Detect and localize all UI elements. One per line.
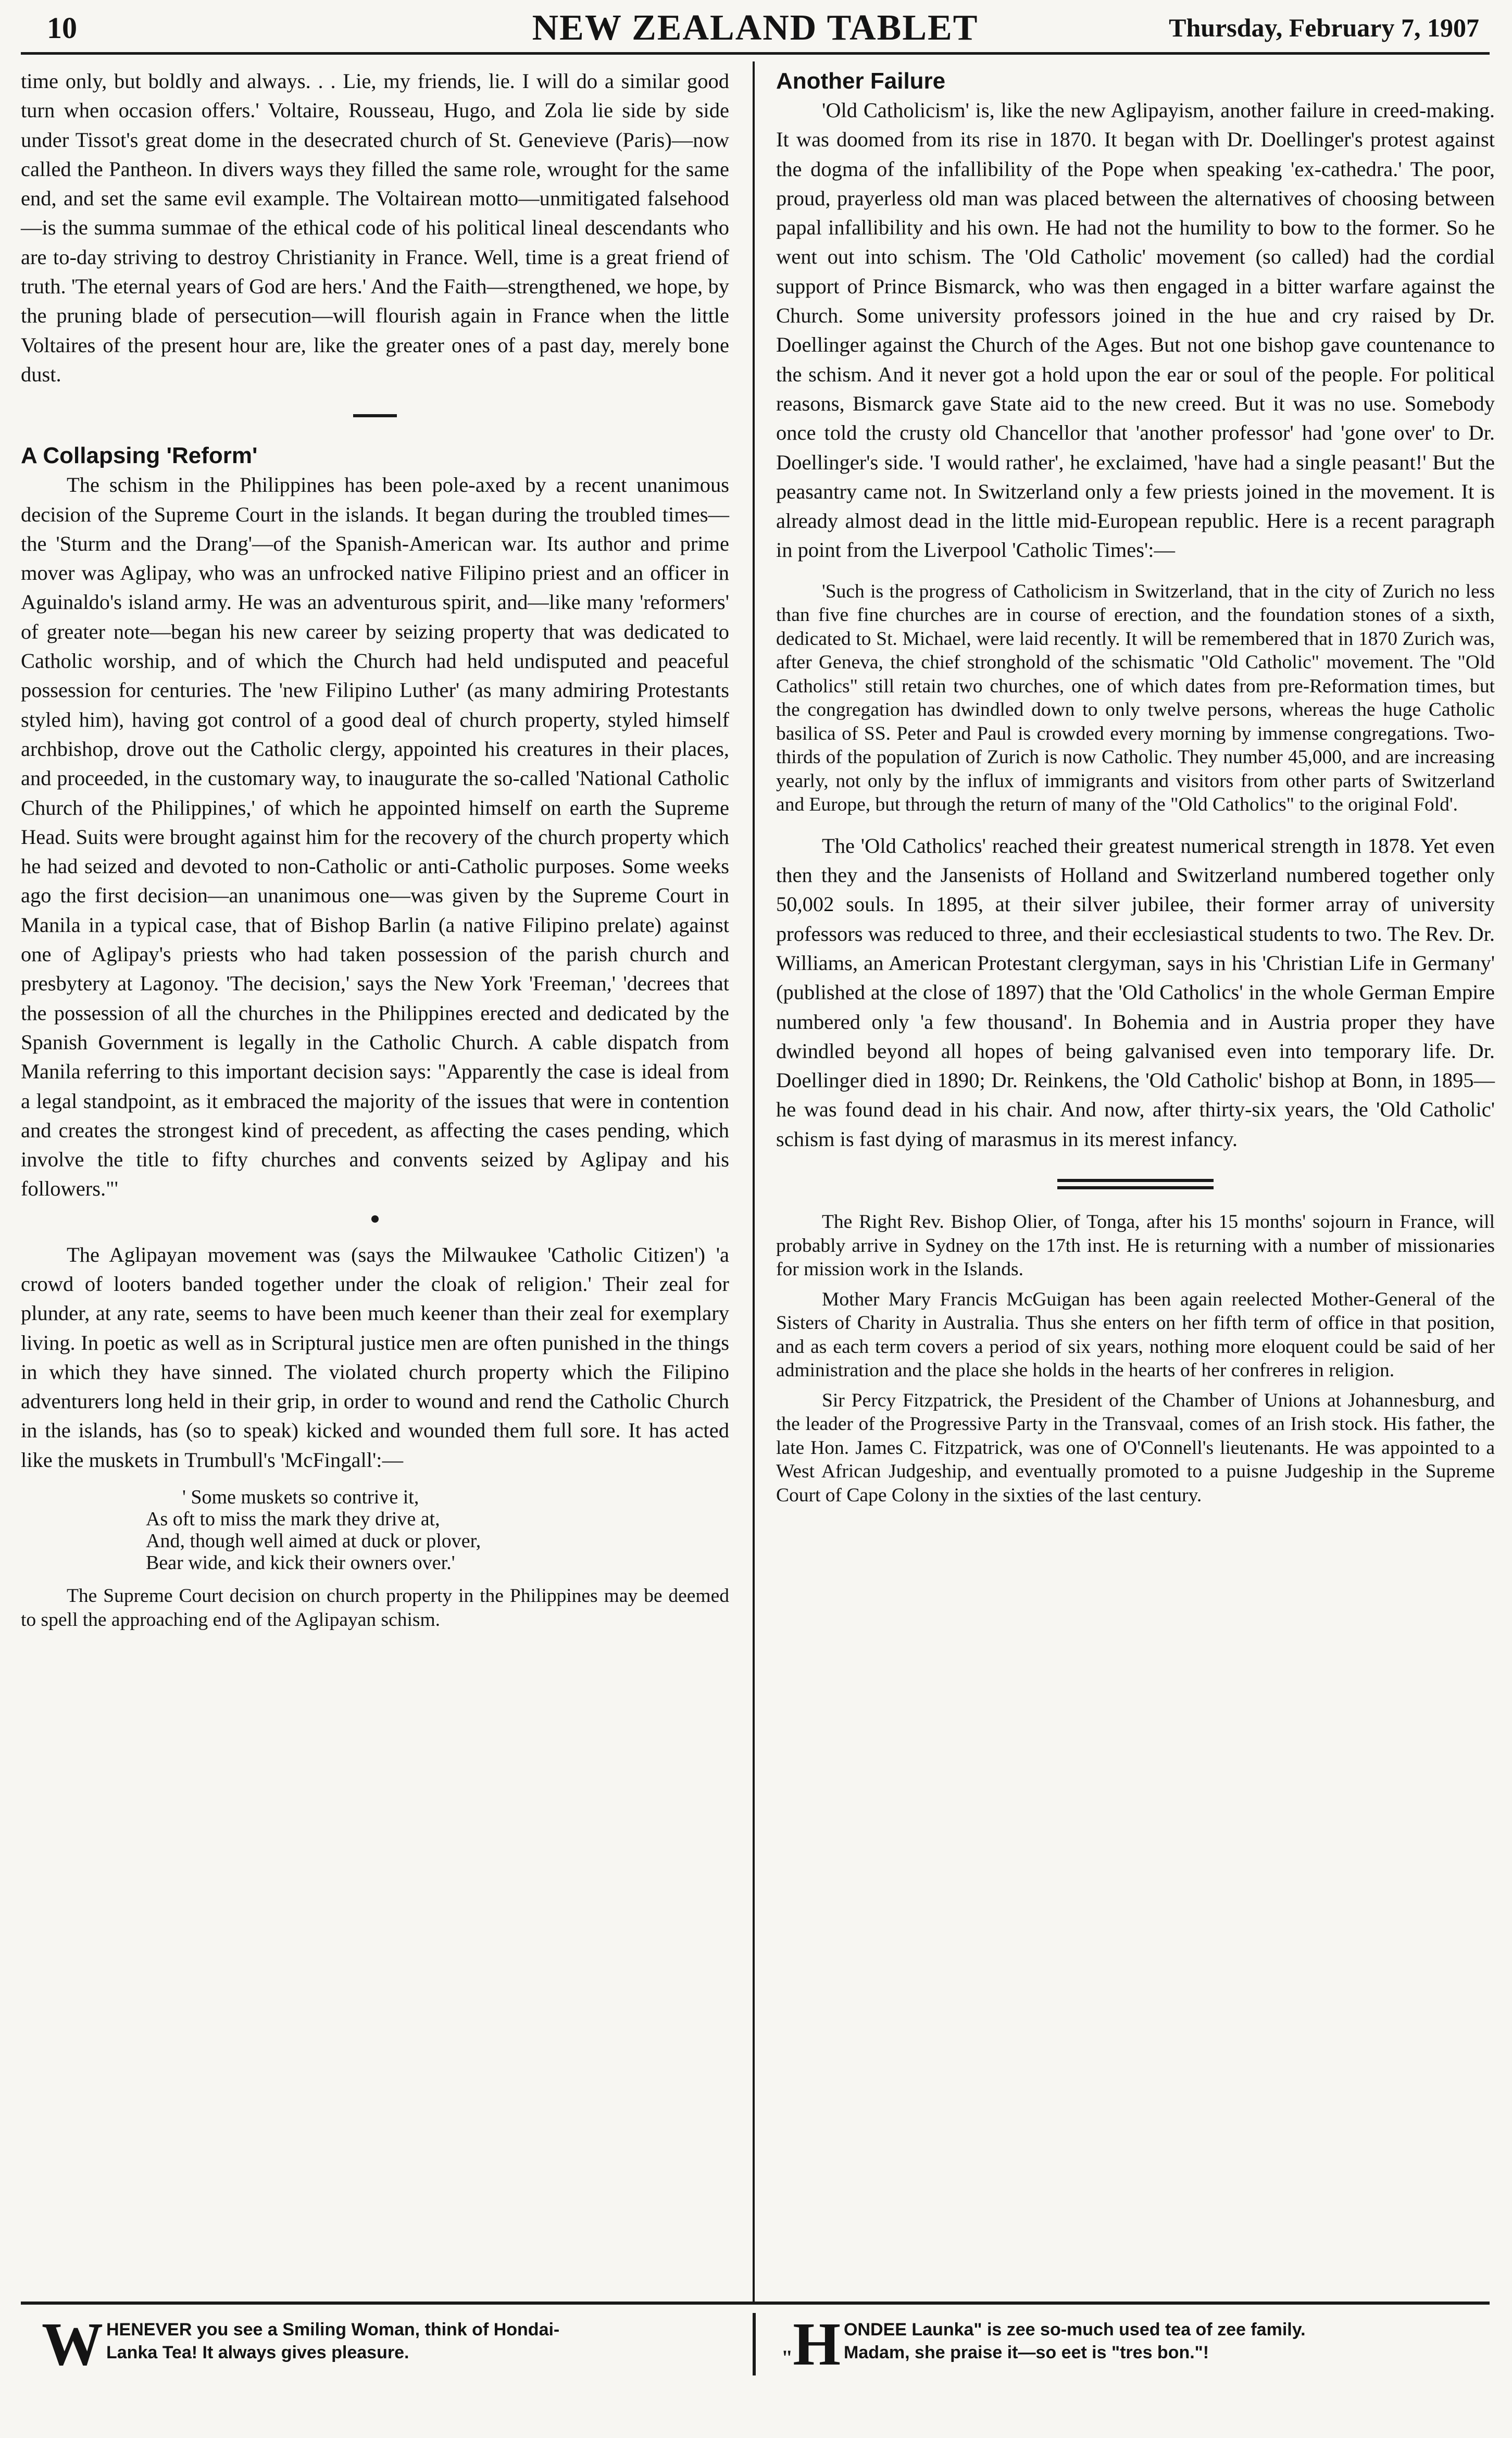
verse-line: And, though well aimed at duck or plover, [146, 1530, 481, 1552]
collapsing-reform-paragraph: The schism in the Philippines has been pole-axed by a recent unanimous decision of the Supreme Court in the islands. It began during the troubled times—the 'Sturm and the Drang'—of the Spanish-American war. Its author and prime mover was Aglipay, who was an unfrocked native Filipino priest and an officer in Aguinaldo's island army. He was an adventurous spirit, and—like many 'reformers' of greater note—began his new career by seizing property that was dedicated to Catholic worship, and of which the Church had held undisputed and peaceful possession for centuries. The 'new Filipino Luther' (as many admiring Protestants styled him), having got control of a good deal of church property, styled himself archbishop, drove out the Catholic clergy, appointed his creatures in their places, and proceeded, in the customary way, to inaugurate the so-called 'National Catholic Church of the Philippines,' of which he appointed himself on earth the Supreme Head. Suits were brought against him for the recovery of the church property which he had seized and devoted to non-Catholic or anti-Catholic purposes. Some weeks ago the first decision—an unanimous one—was given by the Supreme Court in Manila in a typical case, that of Bishop Barlin (a native Filipino prelate) against one of Aglipay's priests who had taken possession of the parish church and presbytery at Lagonoy. 'The decision,' says the New York 'Freeman,' 'decrees that the possession of all the churches in the Philippines erected and dedicated by the Spanish Government is legally in the Catholic Church. A cable dispatch from Manila referring to this important decision says: "Apparently the case is ideal from a legal standpoint, as it embraced the majority of the issues that were in contention and creates the strongest kind of precedent, as affecting the cases pending, which involve the title to fifty churches and convents seized by Aglipay and his followers."' [21, 473, 729, 1201]
paper-title: NEW ZEALAND TABLET [532, 8, 979, 48]
ad-line: Lanka Tea! It always gives pleasure. [106, 2343, 409, 2362]
hondee-launka-ad-right [781, 2310, 1495, 2384]
left-column [21, 67, 729, 1632]
ad-dropcap: W [42, 2310, 103, 2378]
masthead-rule [21, 52, 1490, 55]
ad-dropcap [781, 2310, 841, 2384]
double-rule [1057, 1179, 1214, 1189]
ad-line: ONDEE Launka" is zee so-much used tea of zee family. [844, 2320, 1306, 2340]
ad-dropcap-letter: H [793, 2310, 841, 2378]
aglipayan-paragraph: The Aglipayan movement was (says the Milwaukee 'Catholic Citizen') 'a crowd of looters banded together under the cloak of religion.' Their zeal for plunder, at any rate, seems to have been much keener than their zeal for exemplary living. In poetic as well as in Scriptural justice men are often punished in the things in which they have sinned. The violated church property which the Filipino adventurers long held in their grip, in order to wound and rend the Catholic Church in the islands, has (so to speak) kicked and wounded them full sore. It has acted like the muskets in Trumbull's 'McFingall':— [21, 1242, 729, 1472]
section-heading-collapsing-reform: A Collapsing 'Reform' [21, 443, 258, 469]
masthead [21, 4, 1490, 48]
ad-line: HENEVER you see a Smiling Woman, think of Hondai- [106, 2320, 560, 2340]
news-item-percy-fitzpatrick: Sir Percy Fitzpatrick, the President of the Chamber of Unions at Johannesburg, and the leader of the Progressive Party in the Transvaal, comes of an Irish stock. His father, the late Hon. James C. Fitzpatrick, was one of O'Connell's lieutenants. He was appointed to a West African Judgeship, and eventually promoted to a puisne Judgeship in the Supreme Court of Cape Colony in the sixties of the last century. [776, 1389, 1495, 1506]
aglipayan-closing-paragraph: The Supreme Court decision on church property in the Philippines may be deemed to spell the approaching end of the Aglipayan schism. [21, 1585, 729, 1631]
issue-date: Thursday, February 7, 1907 [1169, 13, 1479, 42]
ad-open-quote: " [781, 2346, 793, 2369]
another-failure-paragraph: 'Old Catholicism' is, like the new Aglipayism, another failure in creed-making. It was doomed from its rise in 1870. It began with Dr. Doellinger's protest against the dogma of the infallibility of the Pope when speaking 'ex-cathedra.' The poor, proud, prayerless old man was placed between the alternatives of choosing between papal infallibility and his own. He had not the humility to bow to the former. So he went out into schism. The 'Old Catholic' movement (so called) had the cordial support of Prince Bismarck, who was then engaged in a bitter warfare against the Church. Some university professors joined in the hue and cry raised by Dr. Doellinger against the Church of the Ages. But not one bishop gave countenance to the schism. And it never got a hold upon the ear or soul of the people. For political reasons, Bismarck gave State aid to the new creed. But it was no use. Somebody once told the crusty old Chancellor that 'another professor' had 'gone over' to Dr. Doellinger's side. 'I would rather', he exclaimed, 'have had a single peasant!' But the peasantry came not. In Switzerland only a few priests joined in the movement. It is already almost dead in the little mid-European republic. Here is a recent paragraph in point from the Liverpool 'Catholic Times':— [776, 98, 1495, 562]
column-divider [753, 61, 755, 2302]
right-column [776, 67, 1495, 1507]
paragraph-ornament [371, 1215, 379, 1223]
news-item-bishop-olier: The Right Rev. Bishop Olier, of Tonga, after his 15 months' sojourn in France, will probably arrive in Sydney on the 17th inst. He is returning with a number of missionaries for mission work in the Islands. [776, 1211, 1495, 1280]
verse-line: Bear wide, and kick their owners over.' [146, 1552, 455, 1574]
page-number: 10 [47, 11, 77, 45]
verse-line: As oft to miss the mark they drive at, [146, 1508, 440, 1531]
verse-quotation [146, 1486, 729, 1574]
hondai-lanka-ad-left [42, 2310, 734, 2378]
ad-line: Madam, she praise it—so eet is "tres bon."! [844, 2343, 1209, 2362]
continuation-paragraph: time only, but boldly and always. . . Lie, my friends, lie. I will do a similar good turn when occasion offers.' Voltaire, Rousseau, Hugo, and Zola lie side by side under Tissot's great dome in the desecrated church of St. Genevieve (Paris)—now called the Pantheon. In divers ways they filled the same role, wrought for the same end, and set the same evil example. The Voltairean motto—unmitigated falsehood—is the summa summae of the ethical code of his political lineal descendants who are to-day striving to destroy Christianity in France. Well, time is a great friend of truth. 'The eternal years of God are hers.' And the Faith—strengthened, we hope, by the pruning blade of persecution—will flourish again in France when the little Voltaires of the present hour are, like the greater ones of a past day, merely bone dust. [21, 69, 729, 386]
news-item-mother-mcguigan: Mother Mary Francis McGuigan has been again reelected Mother-General of the Sisters of Charity in Australia. Thus she enters on her fifth term of office in that position, and as each term covers a period of six years, nothing more eloquent could be said of her administration and the place she holds in the hearts of her confreres in religion. [776, 1288, 1495, 1382]
footer-rule [21, 2302, 1490, 2305]
verse-line: ' Some muskets so contrive it, [182, 1486, 419, 1509]
footer-divider [753, 2313, 756, 2375]
section-heading-another-failure: Another Failure [776, 68, 946, 94]
catholic-times-quotation: 'Such is the progress of Catholicism in Switzerland, that in the city of Zurich no less than five fine churches are in course of erection, and the foundation stones of a sixth, dedicated to St. Michael, were laid recently. It will be remembered that in 1870 Zurich was, after Geneva, the chief stronghold of the schismatic "Old Catholic" movement. The "Old Catholics" still retain two churches, one of which dates from pre-Reformation times, but the congregation has dwindled down to only twelve persons, whereas the huge Catholic basilica of SS. Peter and Paul is crowded every morning by immense congregations. Two-thirds of the population of Zurich is now Catholic. They number 45,000, and are increasing yearly, not only by the influx of immigrants and visitors from other parts of Switzerland and Europe, but through the return of many of the "Old Catholics" to the original Fold'. [776, 580, 1495, 816]
another-failure-closing: The 'Old Catholics' reached their greatest numerical strength in 1878. Yet even then they and the Jansenists of Holland and Switzerland numbered together only 50,002 souls. In 1895, at their silver jubilee, their former array of university professors was reduced to three, and their ecclesiastical students to two. The Rev. Dr. Williams, an American Protestant clergyman, says in his 'Christian Life in Germany' (published at the close of 1897) that the 'Old Catholics' in the whole German Empire numbered only 'a few thousand'. In Bohemia and in Austria proper they have dwindled beyond all hopes of being galvanised even into temporary life. Dr. Doellinger died in 1890; Dr. Reinkens, the 'Old Catholic' bishop at Bonn, in 1895—he was found dead in his chair. And now, after thirty-six years, the 'Old Catholic' schism is fast dying of marasmus in its merest infancy. [776, 834, 1495, 1151]
